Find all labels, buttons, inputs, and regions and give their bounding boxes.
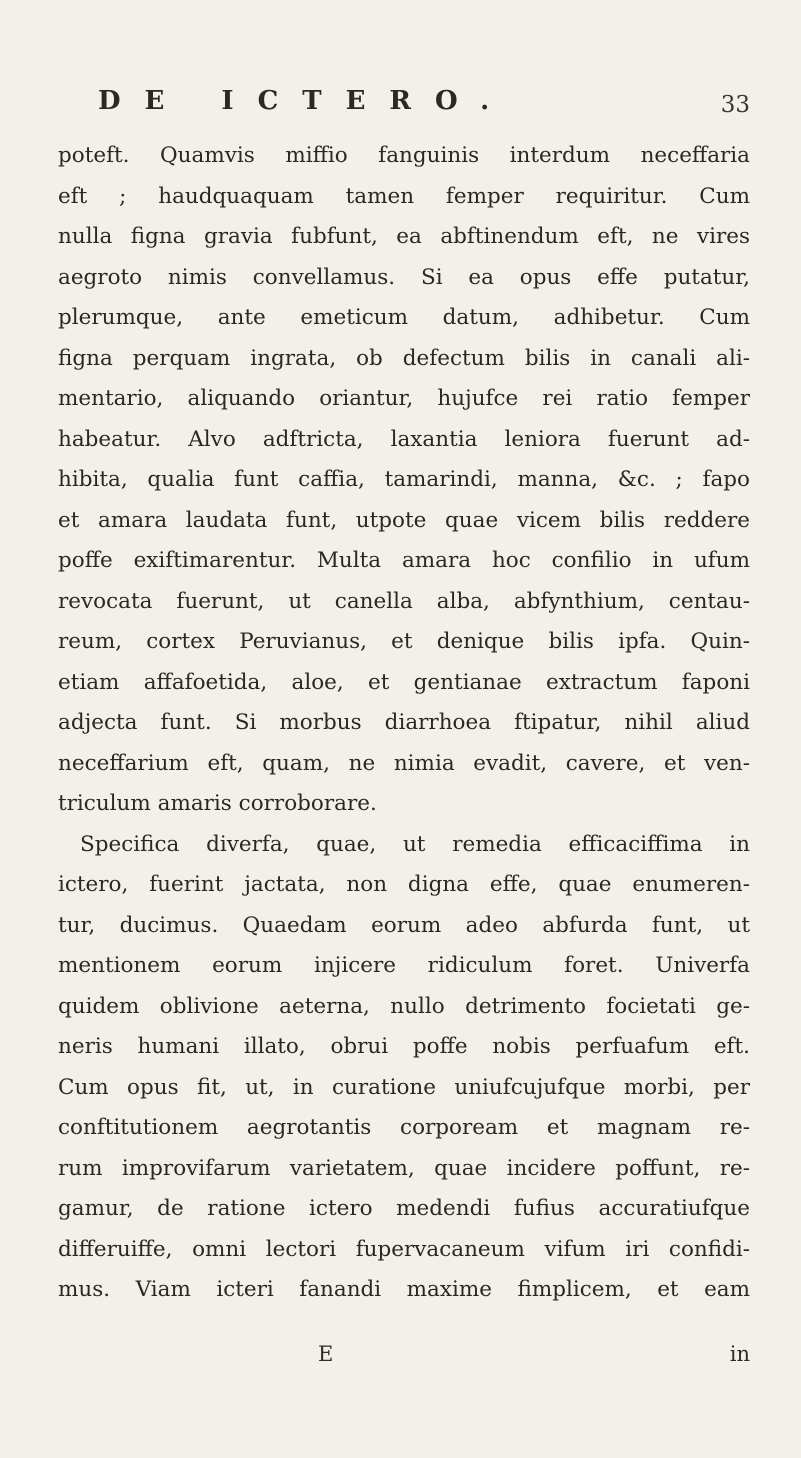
text-line: poffe exiftimarentur. Multa amara hoc confilio in ufum xyxy=(58,548,750,573)
text-line: mentario, aliquando oriantur, hujufce rei ratio femper xyxy=(58,386,750,411)
text-line: aegroto nimis convellamus. Si ea opus effe putatur, xyxy=(58,264,750,290)
text-line: tur, ducimus. Quaedam eorum adeo abfurda funt, ut xyxy=(58,912,750,938)
text-line: mentionem eorum injicere ridiculum foret. Univerfa xyxy=(58,953,750,978)
text-line: plerumque, ante emeticum datum, adhibetur. Cum xyxy=(58,305,750,330)
text-line: Cum opus fit, ut, in curatione uniufcujufque morbi, per xyxy=(58,1074,750,1100)
text-line: poteft. Quamvis miffio fanguinis interdum neceffaria xyxy=(58,143,750,168)
page-footer xyxy=(58,1342,750,1382)
text-line: revocata fuerunt, ut canella alba, abfynthium, centau- xyxy=(58,588,750,614)
text-line: neceffarium eft, quam, ne nimia evadit, cavere, et ven- xyxy=(58,750,750,776)
text-line: eft ; haudquaquam tamen femper requiritur. Cum xyxy=(58,183,750,209)
text-line: reum, cortex Peruvianus, et denique bilis ipfa. Quin- xyxy=(58,629,750,654)
text-line: gamur, de ratione ictero medendi fufius accuratiufque xyxy=(58,1196,750,1221)
text-line: conftitutionem aegrotantis corpoream et magnam re- xyxy=(58,1115,750,1140)
text-line: neris humani illato, obrui poffe nobis perfuafum eft. xyxy=(58,1034,750,1059)
text-line: rum improvifarum varietatem, quae incidere poffunt, re- xyxy=(58,1155,750,1181)
paragraph-start-line: Specifica diverfa, quae, ut remedia efficaciffima in xyxy=(80,831,750,857)
text-line: habeatur. Alvo adftricta, laxantia leniora fuerunt ad- xyxy=(58,426,750,452)
running-title: DE ICTERO. xyxy=(98,86,514,116)
text-line: quidem oblivione aeterna, nullo detrimento focietati ge- xyxy=(58,993,750,1019)
body-text xyxy=(58,136,750,1311)
signature-mark: E xyxy=(318,1342,334,1366)
text-line: figna perquam ingrata, ob defectum bilis in canali ali- xyxy=(58,345,750,371)
text-line: et amara laudata funt, utpote quae vicem bilis reddere xyxy=(58,507,750,533)
text-line: differuiffe, omni lectori fupervacaneum vifum iri confidi- xyxy=(58,1236,750,1262)
text-line: etiam affafoetida, aloe, et gentianae extractum faponi xyxy=(58,669,750,695)
paragraph-end-line: triculum amaris corroborare. xyxy=(58,791,377,816)
text-line: nulla figna gravia fubfunt, ea abftinendum eft, ne vires xyxy=(58,224,750,249)
catchword: in xyxy=(729,1342,750,1366)
text-line: ictero, fuerint jactata, non digna effe, quae enumeren- xyxy=(58,872,750,897)
page-number: 33 xyxy=(720,92,750,118)
text-line: hibita, qualia funt caffia, tamarindi, manna, &c. ; fapo xyxy=(58,467,750,492)
text-line: adjecta funt. Si morbus diarrhoea ftipatur, nihil aliud xyxy=(58,710,750,735)
text-line: mus. Viam icteri fanandi maxime fimplicem, et eam xyxy=(58,1277,750,1302)
running-head xyxy=(98,86,750,126)
